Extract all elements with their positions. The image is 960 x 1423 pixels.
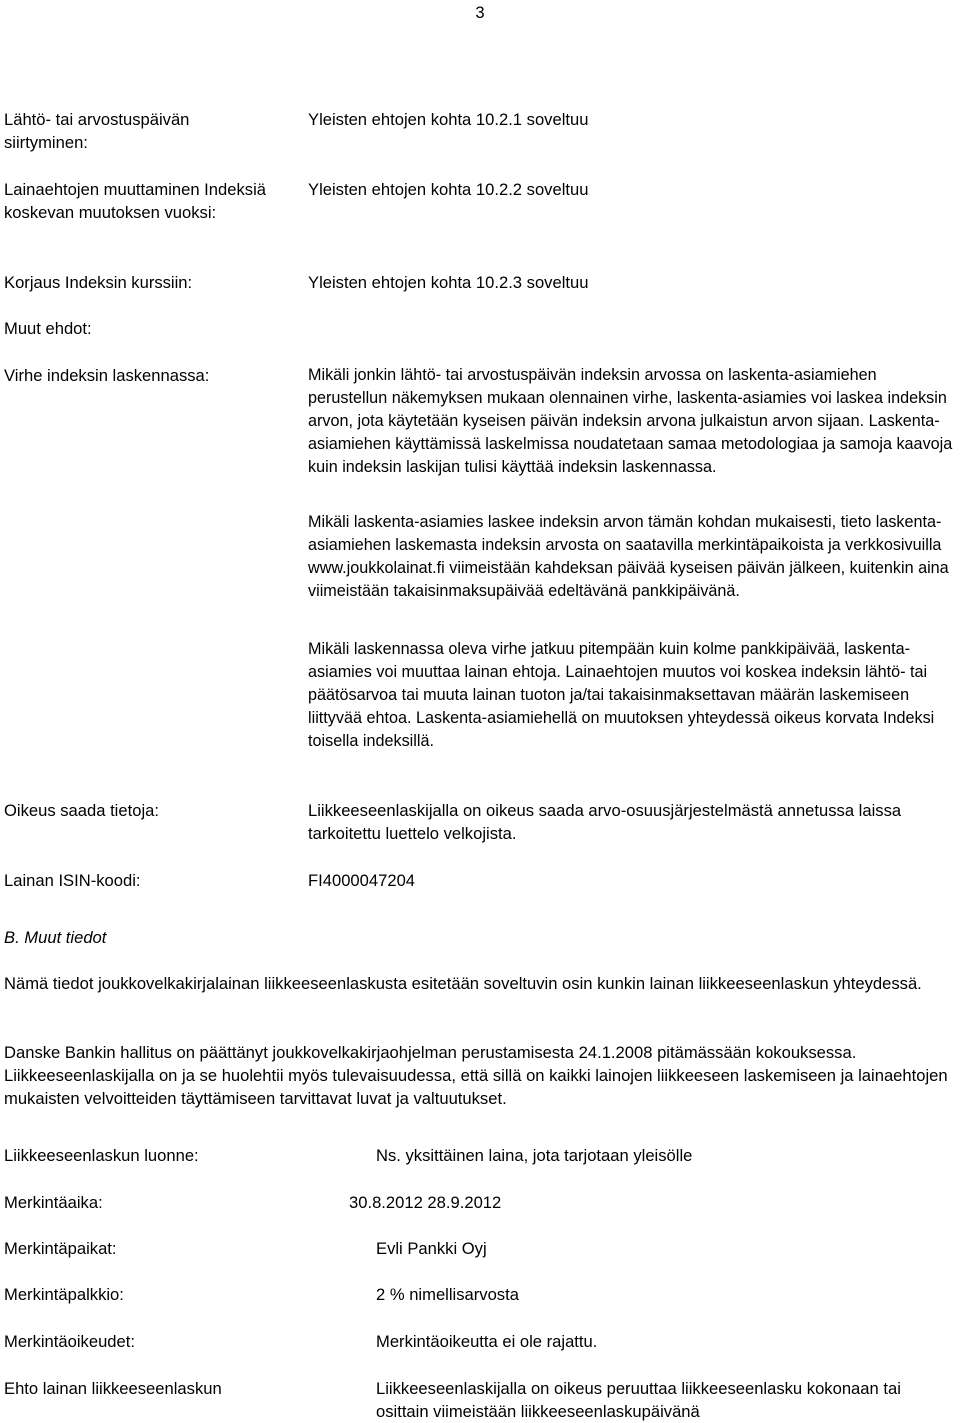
value-right-to-info: Liikkeeseenlaskijalla on oikeus saada arvo-osuusjärjestelmästä annetussa laissa tarkoitettu luettelo velkojista. xyxy=(308,801,902,843)
label-issue-nature: Liikkeeseenlaskun luonne: xyxy=(4,1146,199,1165)
paragraph-index-error-3: Mikäli laskennassa oleva virhe jatkuu pitempään kuin kolme pankkipäivää, laskenta-asiamies voi muuttaa lainan ehtoja. Lainaehtojen muutos voi koskea indeksin lähtö- tai päätösarvoa tai muuta lainan tuoton ja/tai takaisinmaksettavan määrän laskemiseen liittyvää ehtoa. Laskenta-asiamiehellä on muutoksen yhteydessä oikeus korvata Indeksi toisella indeksillä. xyxy=(308,640,935,750)
label-subscription-period: Merkintäaika: xyxy=(4,1193,103,1212)
label-right-to-info: Oikeus saada tietoja: xyxy=(4,801,159,820)
paragraph-index-error-2: Mikäli laskenta-asiamies laskee indeksin arvon tämän kohdan mukaisesti, tieto laskenta-asiamiehen laskemasta indeksin arvosta on saatavilla merkintäpaikoista ja verkkosivuilla www.joukkolainat.fi viimeistään kahdeksan päivää kyseisen päivän jälkeen, kuitenkin aina viimeistään takaisinmaksupäivää edeltävänä pankkipäivänä. xyxy=(308,513,949,600)
label-start-date-shift: Lähtö- tai arvostuspäivän siirtyminen: xyxy=(4,110,190,152)
value-issue-nature: Ns. yksittäinen laina, jota tarjotaan yleisölle xyxy=(376,1146,693,1165)
section-b-paragraph-2: Danske Bankin hallitus on päättänyt joukkovelkakirjaohjelman perustamisesta 24.1.2008 pitämässään kokouksessa. Liikkeeseenlaskijalla on ja se huolehtii myös tulevaisuudessa, että sillä on kaikki lainojen liikkeeseen laskemiseen ja lainaehtojen mukaisten velvoitteiden täyttämiseen tarvittavat luvat ja valtuutukset. xyxy=(4,1043,948,1108)
value-terms-change: Yleisten ehtojen kohta 10.2.2 soveltuu xyxy=(308,180,589,199)
label-issue-condition: Ehto lainan liikkeeseenlaskun xyxy=(4,1379,222,1398)
label-isin-code: Lainan ISIN-koodi: xyxy=(4,871,141,890)
label-subscription-fee: Merkintäpalkkio: xyxy=(4,1285,124,1304)
label-index-error: Virhe indeksin laskennassa: xyxy=(4,366,210,385)
value-subscription-places: Evli Pankki Oyj xyxy=(376,1239,487,1258)
page-number: 3 xyxy=(475,3,485,22)
value-start-date-shift: Yleisten ehtojen kohta 10.2.1 soveltuu xyxy=(308,110,589,129)
value-isin-code: FI4000047204 xyxy=(308,871,416,890)
paragraph-index-error-1: Mikäli jonkin lähtö- tai arvostuspäivän indeksin arvossa on laskenta-asiamiehen perustellun näkemyksen mukaan olennainen virhe, laskenta-asiamies voi laskea indeksin arvon, jota käytetään kyseisen päivän indeksin arvona julkaistun arvon sijaan. Laskenta-asiamiehen käyttämissä laskelmissa noudatetaan samaa metodologiaa ja samoja kaavoja kuin indeksin laskijan tulisi käyttää indeksin laskennassa. xyxy=(308,366,953,476)
value-index-correction: Yleisten ehtojen kohta 10.2.3 soveltuu xyxy=(308,273,589,292)
label-index-correction: Korjaus Indeksin kurssiin: xyxy=(4,273,193,292)
section-b-heading: B. Muut tiedot xyxy=(4,928,107,947)
label-terms-change: Lainaehtojen muuttaminen Indeksiä koskevan muutoksen vuoksi: xyxy=(4,180,266,222)
section-b-paragraph-1: Nämä tiedot joukkovelkakirjalainan liikkeeseenlaskusta esitetään soveltuvin osin kunkin lainan liikkeeseenlaskun yhteydessä. xyxy=(4,974,922,993)
value-subscription-period: 30.8.2012 28.9.2012 xyxy=(349,1193,502,1212)
value-subscription-rights: Merkintäoikeutta ei ole rajattu. xyxy=(376,1332,598,1351)
label-subscription-rights: Merkintäoikeudet: xyxy=(4,1332,135,1351)
value-issue-condition: Liikkeeseenlaskijalla on oikeus peruuttaa liikkeeseenlasku kokonaan tai osittain viimeistään liikkeeseenlaskupäivänä xyxy=(376,1379,901,1421)
label-subscription-places: Merkintäpaikat: xyxy=(4,1239,117,1258)
label-other-terms: Muut ehdot: xyxy=(4,319,92,338)
value-subscription-fee: 2 % nimellisarvosta xyxy=(376,1285,519,1304)
